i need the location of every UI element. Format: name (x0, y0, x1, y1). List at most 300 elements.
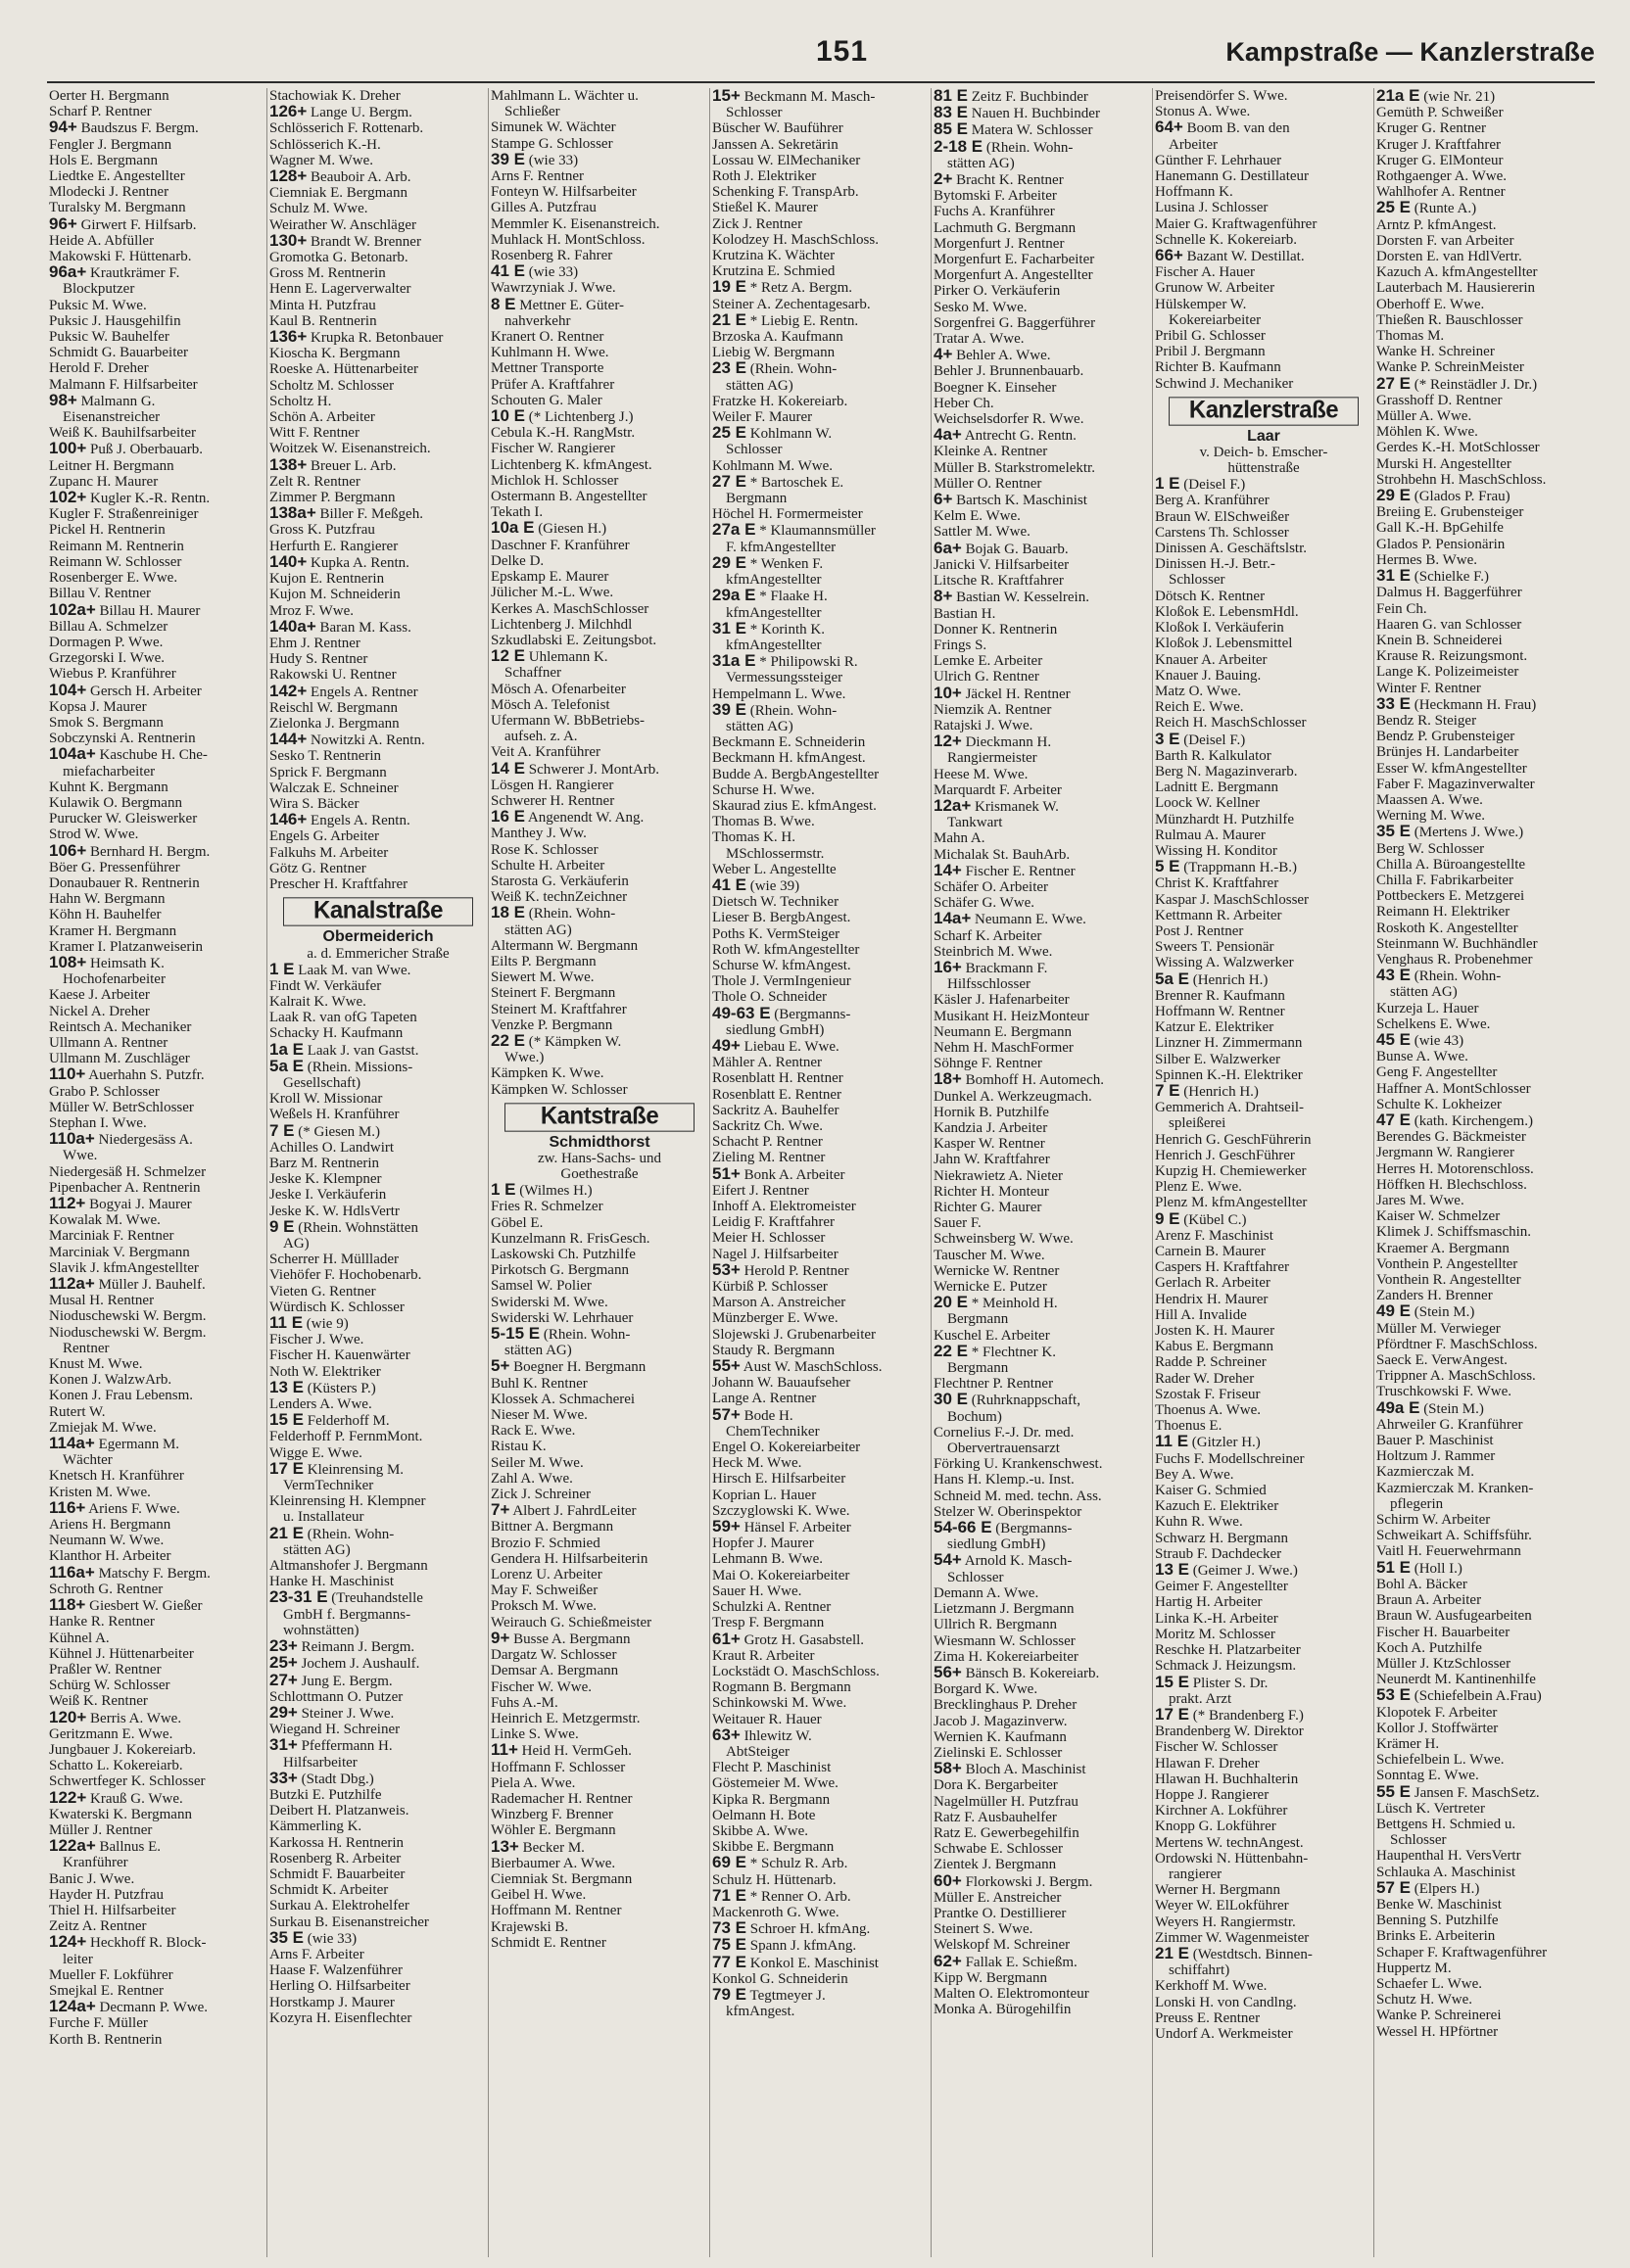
house-number: 83 E (934, 105, 968, 122)
directory-entry: Pottbeckers E. Metzgerei (1376, 888, 1525, 905)
directory-entry: Schmidt G. Bauarbeiter (49, 345, 189, 361)
directory-entry: Sauer F. (934, 1215, 982, 1232)
directory-entry: Gemmerich A. Drahtseil- (1155, 1100, 1305, 1116)
directory-entry: Schmidt E. Rentner (491, 1934, 606, 1951)
directory-entry: Neumann E. Bergmann (934, 1023, 1072, 1040)
directory-entry: 8+ Bastian W. Kesselrein. (934, 589, 1089, 606)
directory-entry: Schacht P. Rentner (712, 1134, 823, 1151)
directory-entry: 2+ Bracht K. Rentner (934, 171, 1064, 189)
directory-entry: Konen J. WalzwArb. (49, 1372, 172, 1389)
directory-entry: Dietsch W. Techniker (712, 894, 839, 911)
directory-entry: 54+ Arnold K. Masch- (934, 1552, 1073, 1570)
directory-entry: Schwind J. Mechaniker (1155, 375, 1294, 392)
directory-entry: Boegner K. Einseher (934, 379, 1057, 396)
directory-entry: Rademacher H. Rentner (491, 1790, 633, 1807)
directory-entry: Wessel H. HPförtner (1376, 2023, 1499, 2040)
directory-entry: Engel O. Kokereiarbeiter (712, 1440, 861, 1456)
directory-entry: 7 E (Henrich H.) (1155, 1082, 1259, 1100)
house-number: 12a+ (934, 797, 972, 815)
directory-entry: Hayder H. Putzfrau (49, 1886, 165, 1903)
directory-entry: Faber F. Magazinverwalter (1376, 776, 1535, 792)
directory-entry: Lauterbach M. Hausiererin (1376, 280, 1536, 297)
directory-entry: Rangiermeister (947, 750, 1037, 767)
house-number: 55+ (712, 1358, 741, 1376)
directory-entry: 17 E Kleinrensing M. (269, 1460, 405, 1478)
directory-entry: Ullrich R. Bergmann (934, 1617, 1057, 1633)
directory-entry: Berg A. Kranführer (1155, 493, 1270, 509)
directory-entry: Wernien K. Kaufmann (934, 1728, 1067, 1745)
directory-entry: Schatto L. Kokereiarb. (49, 1758, 183, 1774)
house-number: 49 E (1376, 1303, 1411, 1321)
directory-entry: Schinkowski M. Wwe. (712, 1695, 847, 1712)
house-number: 33+ (269, 1770, 298, 1787)
directory-entry: Beckmann E. Schneiderin (712, 734, 866, 751)
directory-entry: AG) (283, 1236, 310, 1252)
directory-entry: Kabus E. Bergmann (1155, 1339, 1273, 1355)
directory-entry: Puksic W. Bauhelfer (49, 329, 169, 346)
directory-entry: 114a+ Egermann M. (49, 1436, 180, 1453)
page-range-title: Kampstraße — Kanzlerstraße (1225, 37, 1595, 67)
directory-entry: Demann A. Wwe. (934, 1584, 1039, 1601)
house-number: 5+ (491, 1358, 510, 1376)
directory-entry: Rader W. Dreher (1155, 1370, 1255, 1387)
directory-entry: 96+ Girwert F. Hilfsarb. (49, 215, 197, 233)
directory-entry: Schneid M. med. techn. Ass. (934, 1488, 1102, 1504)
directory-entry: Thomas B. Wwe. (712, 814, 815, 830)
directory-entry: 13 E (Küsters P.) (269, 1379, 376, 1396)
directory-entry: Janicki V. Hilfsarbeiter (934, 556, 1070, 573)
directory-entry: 47 E (kath. Kirchengem.) (1376, 1112, 1533, 1129)
directory-entry: Weber L. Angestellte (712, 861, 837, 877)
directory-entry: 13 E (Geimer J. Wwe.) (1155, 1562, 1298, 1580)
house-number: 13 E (269, 1379, 304, 1396)
directory-entry: 7 E (* Giesen M.) (269, 1122, 381, 1140)
street-heading: Kantstraße (504, 1103, 695, 1132)
house-number: 18 E (491, 905, 525, 922)
house-number: 59+ (712, 1519, 741, 1536)
directory-entry: Obervertrauensarzt (947, 1441, 1060, 1457)
directory-entry: Reschke H. Platzarbeiter (1155, 1642, 1301, 1659)
directory-entry: 51 E (Holl I.) (1376, 1559, 1462, 1577)
directory-entry: 49+ Liebau E. Wwe. (712, 1037, 839, 1055)
house-number: 142+ (269, 683, 308, 700)
house-number: 104a+ (49, 746, 96, 764)
directory-entry: Flecht P. Maschinist (712, 1760, 832, 1776)
directory-entry: 100+ Puß J. Oberbauarb. (49, 441, 204, 458)
directory-entry: Reich H. MaschSchlosser (1155, 715, 1307, 732)
directory-entry: AbtSteiger (726, 1743, 790, 1760)
directory-entry: Szkudlabski E. Zeitungsbot. (491, 632, 657, 648)
directory-entry: Schlosser (947, 1569, 1004, 1585)
directory-entry: Hanke R. Rentner (49, 1614, 155, 1630)
directory-entry: Fratzke H. Kokereiarb. (712, 393, 848, 409)
directory-entry: Truschkowski F. Wwe. (1376, 1384, 1511, 1400)
directory-entry: Carstens Th. Schlosser (1155, 524, 1289, 541)
directory-entry: Hermes B. Wwe. (1376, 551, 1478, 568)
directory-entry: Hochofenarbeiter (63, 971, 166, 988)
directory-entry: Murski H. Angestellter (1376, 455, 1511, 472)
directory-entry: Johann W. Bauaufseher (712, 1375, 851, 1392)
directory-entry: Venghaus R. Probenehmer (1376, 951, 1533, 968)
directory-entry: 60+ Florkowski J. Bergm. (934, 1872, 1093, 1890)
directory-entry: Geng F. Angestellter (1376, 1064, 1498, 1081)
directory-entry: Klopotek F. Arbeiter (1376, 1704, 1498, 1721)
directory-entry: stätten AG) (1390, 984, 1458, 1001)
directory-entry: Litsche R. Kraftfahrer (934, 573, 1064, 590)
directory-entry: kfmAngestellter (726, 637, 822, 653)
directory-entry: Prescher H. Kraftfahrer (269, 875, 408, 892)
house-number: 39 E (491, 151, 525, 168)
directory-entry: 83 E Nauen H. Buchbinder (934, 105, 1100, 122)
directory-entry: Nioduschewski W. Bergm. (49, 1324, 207, 1341)
directory-entry: Kranert O. Rentner (491, 329, 604, 346)
directory-entry: Pirker O. Verkäuferin (934, 283, 1061, 300)
directory-entry: Jungbauer J. Kokereiarb. (49, 1741, 196, 1758)
house-number: 108+ (49, 954, 87, 971)
directory-entry: Jeske I. Verkäuferin (269, 1187, 387, 1204)
directory-entry: 69 E * Schulz R. Arb. (712, 1855, 848, 1872)
directory-entry: Winter F. Rentner (1376, 680, 1481, 696)
directory-entry: Marquardt F. Arbeiter (934, 781, 1062, 798)
house-number: 102+ (49, 490, 87, 507)
directory-entry: Richter G. Maurer (934, 1200, 1042, 1216)
house-number: 106+ (49, 842, 87, 860)
directory-entry: Kettmann R. Arbeiter (1155, 907, 1282, 923)
house-number: 17 E (269, 1460, 304, 1478)
directory-entry: 64+ Boom B. van den (1155, 119, 1290, 137)
directory-entry: Schaper F. Kraftwagenführer (1376, 1944, 1548, 1961)
directory-entry: 31 E * Korinth K. (712, 620, 825, 638)
directory-entry: Zick J. Schreiner (491, 1487, 592, 1503)
directory-entry: Mueller F. Lokführer (49, 1966, 173, 1983)
house-number: 128+ (269, 168, 308, 186)
directory-entry: 130+ Brandt W. Brenner (269, 232, 421, 250)
directory-entry: Behler J. Brunnenbauarb. (934, 363, 1084, 380)
directory-entry: 23-31 E (Treuhandstelle (269, 1589, 423, 1607)
directory-entry: Budde A. BergbAngestellter (712, 766, 880, 782)
house-number: 62+ (934, 1953, 962, 1970)
directory-entry: Bey A. Wwe. (1155, 1466, 1234, 1483)
directory-entry: Vieten G. Rentner (269, 1283, 376, 1299)
house-number: 49+ (712, 1037, 741, 1055)
directory-entry: Schmack J. Heizungsm. (1155, 1658, 1297, 1675)
district-heading: Schmidthorst (549, 1134, 650, 1151)
house-number: 12 E (491, 648, 525, 666)
directory-entry: 2-18 E (Rhein. Wohn- (934, 138, 1074, 156)
directory-entry: Gendera H. Hilfsarbeiterin (491, 1550, 648, 1567)
house-number: 3 E (1155, 731, 1180, 748)
directory-entry: 11 E (wie 9) (269, 1315, 349, 1333)
directory-entry: Lenders A. Wwe. (269, 1396, 372, 1413)
directory-entry: Wigge E. Wwe. (269, 1444, 362, 1461)
directory-entry: Fuchs F. Modellschreiner (1155, 1450, 1305, 1467)
directory-entry: Dunkel A. Werkzeugmach. (934, 1088, 1092, 1105)
directory-entry: 8 E Mettner E. Güter- (491, 296, 625, 313)
directory-entry: Noth W. Elektriker (269, 1363, 381, 1380)
directory-entry: Jeske K. W. HdlsVertr (269, 1203, 400, 1219)
house-number: 124a+ (49, 1999, 96, 2016)
directory-entry: Haase F. Walzenführer (269, 1962, 404, 1979)
directory-entry: Janssen A. Sekretärin (712, 136, 839, 153)
house-number: 23 E (712, 360, 746, 378)
house-number: 11 E (269, 1315, 304, 1333)
directory-entry: Mlodecki J. Rentner (49, 184, 169, 201)
house-number: 54+ (934, 1552, 962, 1570)
directory-entry: Knein B. Schneiderei (1376, 632, 1503, 648)
directory-entry: 53+ Herold P. Rentner (712, 1261, 849, 1279)
directory-entry: Kujon E. Rentnerin (269, 571, 385, 588)
directory-entry: Prantke O. Destillierer (934, 1905, 1067, 1921)
house-number: 10 E (491, 408, 525, 426)
directory-entry: Pribil J. Bergmann (1155, 344, 1266, 360)
directory-entry: Nieser M. Wwe. (491, 1407, 588, 1424)
directory-entry: Kozyra H. Eisenflechter (269, 2009, 412, 2026)
directory-entry: Kroll W. Missionar (269, 1091, 383, 1108)
directory-entry: Göstemeier M. Wwe. (712, 1775, 839, 1792)
directory-entry: stätten AG) (726, 377, 793, 394)
directory-entry: Tekath I. (491, 504, 544, 521)
directory-entry: Gerdes K.-H. MotSchlosser (1376, 440, 1540, 456)
directory-entry: 7+ Albert J. FahrdLeiter (491, 1502, 637, 1520)
directory-entry: 4+ Behler A. Wwe. (934, 347, 1051, 364)
directory-entry: 102+ Kugler K.-R. Rentn. (49, 490, 211, 507)
directory-entry: Neunerdt M. Kantinenhilfe (1376, 1672, 1536, 1688)
directory-entry: Nagelmüller H. Putzfrau (934, 1793, 1079, 1810)
directory-entry: Wanke P. Schreinerei (1376, 2008, 1502, 2024)
house-number: 29 E (712, 554, 746, 572)
directory-entry: 41 E (wie 39) (712, 876, 800, 894)
directory-entry: Mösch A. Telefonist (491, 696, 610, 713)
house-number: 124+ (49, 1934, 87, 1952)
house-number: 22 E (934, 1343, 968, 1360)
directory-entry: 14 E Schwerer J. MontArb. (491, 760, 660, 778)
directory-entry: Thiel H. Hilfsarbeiter (49, 1902, 176, 1918)
directory-entry: 140a+ Baran M. Kass. (269, 618, 411, 636)
directory-entry: Hanemann G. Destillateur (1155, 168, 1310, 185)
directory-entry: Schulzki A. Rentner (712, 1599, 832, 1616)
directory-entry: stätten AG) (726, 718, 793, 734)
directory-entry: 29 E * Wenken F. (712, 554, 824, 572)
directory-entry: Fischer A. Hauer (1155, 264, 1256, 281)
directory-entry: Lösgen H. Rangierer (491, 777, 614, 793)
directory-entry: Josten K. H. Maurer (1155, 1323, 1275, 1340)
directory-entry: Vonthein P. Angestellter (1376, 1255, 1518, 1272)
directory-entry: 27 E * Bartoschek E. (712, 473, 844, 491)
directory-entry: Richter H. Monteur (934, 1183, 1049, 1200)
directory-entry: Zelt R. Rentner (269, 473, 360, 490)
directory-entry: Fischer J. Wwe. (269, 1332, 364, 1348)
directory-entry: Schulz H. Hüttenarb. (712, 1871, 837, 1888)
directory-entry: Wernicke E. Putzer (934, 1279, 1047, 1296)
directory-entry: Schlosser (726, 105, 783, 121)
directory-entry: Weitauer R. Hauer (712, 1711, 822, 1727)
directory-entry: 19 E * Retz A. Bergm. (712, 279, 853, 297)
directory-entry: Hlawan H. Buchhalterin (1155, 1771, 1299, 1787)
directory-entry: Schweinsberg W. Wwe. (934, 1231, 1074, 1248)
directory-entry: Dormagen P. Wwe. (49, 634, 164, 650)
directory-entry: Mahn A. (934, 830, 985, 847)
directory-entry: Bettgens H. Schmied u. (1376, 1816, 1516, 1832)
directory-entry: 5a E (Henrich H.) (1155, 970, 1269, 988)
house-number: 116+ (49, 1499, 86, 1517)
directory-entry: kfmAngestellter (726, 572, 822, 589)
directory-entry: Tresp F. Bergmann (712, 1615, 825, 1631)
directory-entry: 20 E * Meinhold H. (934, 1295, 1058, 1312)
directory-entry: Esser W. kfmAngestellter (1376, 760, 1527, 777)
directory-entry: Müller B. Starkstromelektr. (934, 459, 1095, 476)
directory-entry: Steinert S. Wwe. (934, 1921, 1033, 1938)
house-number: 41 E (712, 876, 746, 894)
directory-entry: Hilfsarbeiter (283, 1754, 358, 1771)
directory-entry: Kunzelmann R. FrisGesch. (491, 1230, 650, 1247)
directory-entry: Wawrzyniak J. Wwe. (491, 280, 616, 297)
directory-entry: Scharf K. Arbeiter (934, 927, 1042, 944)
directory-entry: Demsar A. Bergmann (491, 1663, 619, 1679)
directory-entry: Krause R. Reizungsmont. (1376, 648, 1528, 665)
house-number: 2+ (934, 171, 953, 189)
directory-entry: Knopp G. Lokführer (1155, 1819, 1276, 1835)
directory-entry: Kandzia J. Arbeiter (934, 1120, 1048, 1136)
directory-entry: Lehmann B. Wwe. (712, 1551, 824, 1568)
directory-entry: Buhl K. Rentner (491, 1375, 588, 1392)
directory-entry: Slavik J. kfmAngestellter (49, 1259, 199, 1276)
directory-entry: 73 E Schroer H. kfmAng. (712, 1920, 871, 1938)
directory-entry: Henn E. Lagerverwalter (269, 281, 411, 298)
directory-entry: Thoenus A. Wwe. (1155, 1402, 1262, 1419)
directory-entry: Arenz F. Maschinist (1155, 1227, 1273, 1244)
directory-entry: Horstkamp J. Maurer (269, 1994, 395, 2010)
directory-entry: Heinrich E. Metzgermstr. (491, 1710, 641, 1726)
directory-entry: Bittner A. Bergmann (491, 1519, 614, 1536)
directory-entry: Kruger G. ElMonteur (1376, 152, 1504, 168)
directory-entry: Kaiser W. Schmelzer (1376, 1208, 1501, 1225)
directory-entry: Lichtenberg J. Milchhdl (491, 616, 633, 633)
directory-entry: 1a E Laak J. van Gastst. (269, 1041, 419, 1059)
directory-entry: Benke W. Maschinist (1376, 1896, 1502, 1913)
directory-entry: Glados P. Pensionärin (1376, 536, 1506, 552)
directory-entry: Roth W. kfmAngestellter (712, 941, 860, 958)
directory-entry: Leidig F. Kraftfahrer (712, 1214, 835, 1231)
directory-entry: Wiebus P. Kranführer (49, 666, 176, 683)
directory-entry: Steinert M. Kraftfahrer (491, 1001, 627, 1017)
directory-entry: Roeske A. Hüttenarbeiter (269, 361, 419, 378)
directory-entry: VermTechniker (283, 1478, 374, 1494)
directory-entry: Gross K. Putzfrau (269, 522, 375, 539)
directory-entry: 140+ Kupka A. Rentn. (269, 553, 409, 571)
house-number: 29a E (712, 588, 756, 605)
directory-entry: 128+ Beauboir A. Arb. (269, 168, 411, 186)
directory-entry: Kerkes A. MaschSchlosser (491, 600, 649, 617)
directory-entry: Weirather W. Anschläger (269, 216, 416, 233)
directory-entry: 12+ Dieckmann H. (934, 733, 1052, 751)
directory-entry: Fischer H. Kauenwärter (269, 1347, 410, 1364)
directory-entry: kfmAngestellter (726, 604, 822, 621)
directory-entry: Werning M. Wwe. (1376, 808, 1485, 825)
directory-entry: Mösch A. Ofenarbeiter (491, 681, 626, 697)
directory-entry: 6+ Bartsch K. Maschinist (934, 492, 1087, 509)
directory-entry: Bierbaumer A. Wwe. (491, 1855, 616, 1871)
directory-entry: Sesko M. Wwe. (934, 299, 1028, 315)
house-number: 130+ (269, 232, 308, 250)
directory-entry: Weiß K. Bauhilfsarbeiter (49, 425, 196, 442)
directory-entry: Winzberg F. Brenner (491, 1807, 613, 1823)
directory-entry: Zahl A. Wwe. (491, 1470, 573, 1487)
house-number: 31+ (269, 1737, 298, 1755)
directory-entry: 98+ Malmann G. (49, 392, 156, 409)
directory-entry: Mettner Transporte (491, 360, 604, 377)
directory-entry: Dargatz W. Schlosser (491, 1647, 617, 1664)
directory-entry: Surkau A. Elektrohelfer (269, 1898, 409, 1914)
street-range-note: hüttenstraße (1227, 460, 1300, 477)
directory-entry: Henrich G. GeschFührerin (1155, 1131, 1312, 1148)
directory-entry: Konen J. Frau Lebensm. (49, 1388, 194, 1404)
directory-entry: Bergmann (947, 1311, 1009, 1328)
house-number: 33 E (1376, 695, 1411, 713)
directory-entry: Morgenfurt E. Facharbeiter (934, 252, 1095, 268)
directory-entry: 11+ Heid H. VermGeh. (491, 1742, 632, 1760)
directory-entry: Schäfer O. Arbeiter (934, 878, 1049, 895)
directory-entry: Chilla A. Büroangestellte (1376, 856, 1526, 873)
directory-entry: Fonteyn W. Hilfsarbeiter (491, 184, 637, 201)
directory-entry: Seiler M. Wwe. (491, 1454, 584, 1471)
column-divider (709, 88, 710, 2257)
directory-entry: Benning S. Putzhilfe (1376, 1913, 1499, 1929)
directory-entry: Moritz M. Schlosser (1155, 1626, 1275, 1642)
directory-entry: Eisenanstreicher (63, 409, 161, 426)
directory-entry: 110+ Auerhahn S. Putzfr. (49, 1066, 205, 1084)
directory-entry: Müller O. Rentner (934, 475, 1042, 492)
directory-entry: 33+ (Stadt Dbg.) (269, 1770, 374, 1787)
directory-entry: Ariens H. Bergmann (49, 1517, 171, 1534)
directory-entry: Konkol G. Schneiderin (712, 1970, 848, 1987)
directory-entry: 14+ Fischer E. Rentner (934, 862, 1076, 879)
directory-entry: Haaren G. van Schlosser (1376, 616, 1522, 633)
directory-entry: Schulz M. Wwe. (269, 201, 368, 217)
directory-entry: Laak R. van ofG Tapeten (269, 1010, 417, 1026)
directory-entry: 39 E (Rhein. Wohn- (712, 701, 838, 719)
directory-entry: Swiderski M. Wwe. (491, 1294, 608, 1310)
directory-entry: Kasper W. Rentner (934, 1136, 1045, 1153)
column-divider (1373, 88, 1374, 2257)
directory-entry: 1 E Laak M. van Wwe. (269, 961, 411, 978)
house-number: 21 E (712, 311, 746, 329)
directory-entry: Schwertfeger K. Schlosser (49, 1773, 206, 1790)
directory-entry: Schäfer G. Wwe. (934, 895, 1035, 912)
directory-entry: Beckmann H. kfmAngest. (712, 750, 866, 767)
house-number: 43 E (1376, 968, 1411, 985)
directory-entry: Morgenfurt J. Rentner (934, 235, 1065, 252)
directory-entry: Vermessungssteiger (726, 670, 843, 686)
house-number: 122a+ (49, 1838, 96, 1856)
directory-entry: 57+ Bode H. (712, 1406, 793, 1424)
directory-entry: 15+ Beckmann M. Masch- (712, 88, 876, 105)
directory-entry: Lietzmann J. Bergmann (934, 1601, 1075, 1618)
directory-entry: Hoffmann K. (1155, 184, 1233, 201)
directory-entry: 144+ Nowitzki A. Rentn. (269, 732, 425, 749)
directory-entry: Matz O. Wwe. (1155, 683, 1242, 699)
directory-entry: 23+ Reimann J. Bergm. (269, 1638, 415, 1656)
directory-entry: Bastian H. (934, 605, 996, 622)
directory-entry: Götz G. Rentner (269, 860, 366, 876)
directory-entry: Grzegorski I. Wwe. (49, 650, 166, 667)
directory-entry: Geritzmann E. Wwe. (49, 1725, 173, 1742)
directory-entry: Korth B. Rentnerin (49, 2031, 163, 2048)
directory-entry: Kujon M. Schneiderin (269, 587, 401, 603)
directory-entry: 110a+ Niedergesäss A. (49, 1131, 193, 1149)
directory-entry: Kloßok J. Lebensmittel (1155, 636, 1293, 652)
directory-entry: wohnstätten) (283, 1622, 360, 1638)
directory-entry: Sprick F. Bergmann (269, 764, 387, 780)
